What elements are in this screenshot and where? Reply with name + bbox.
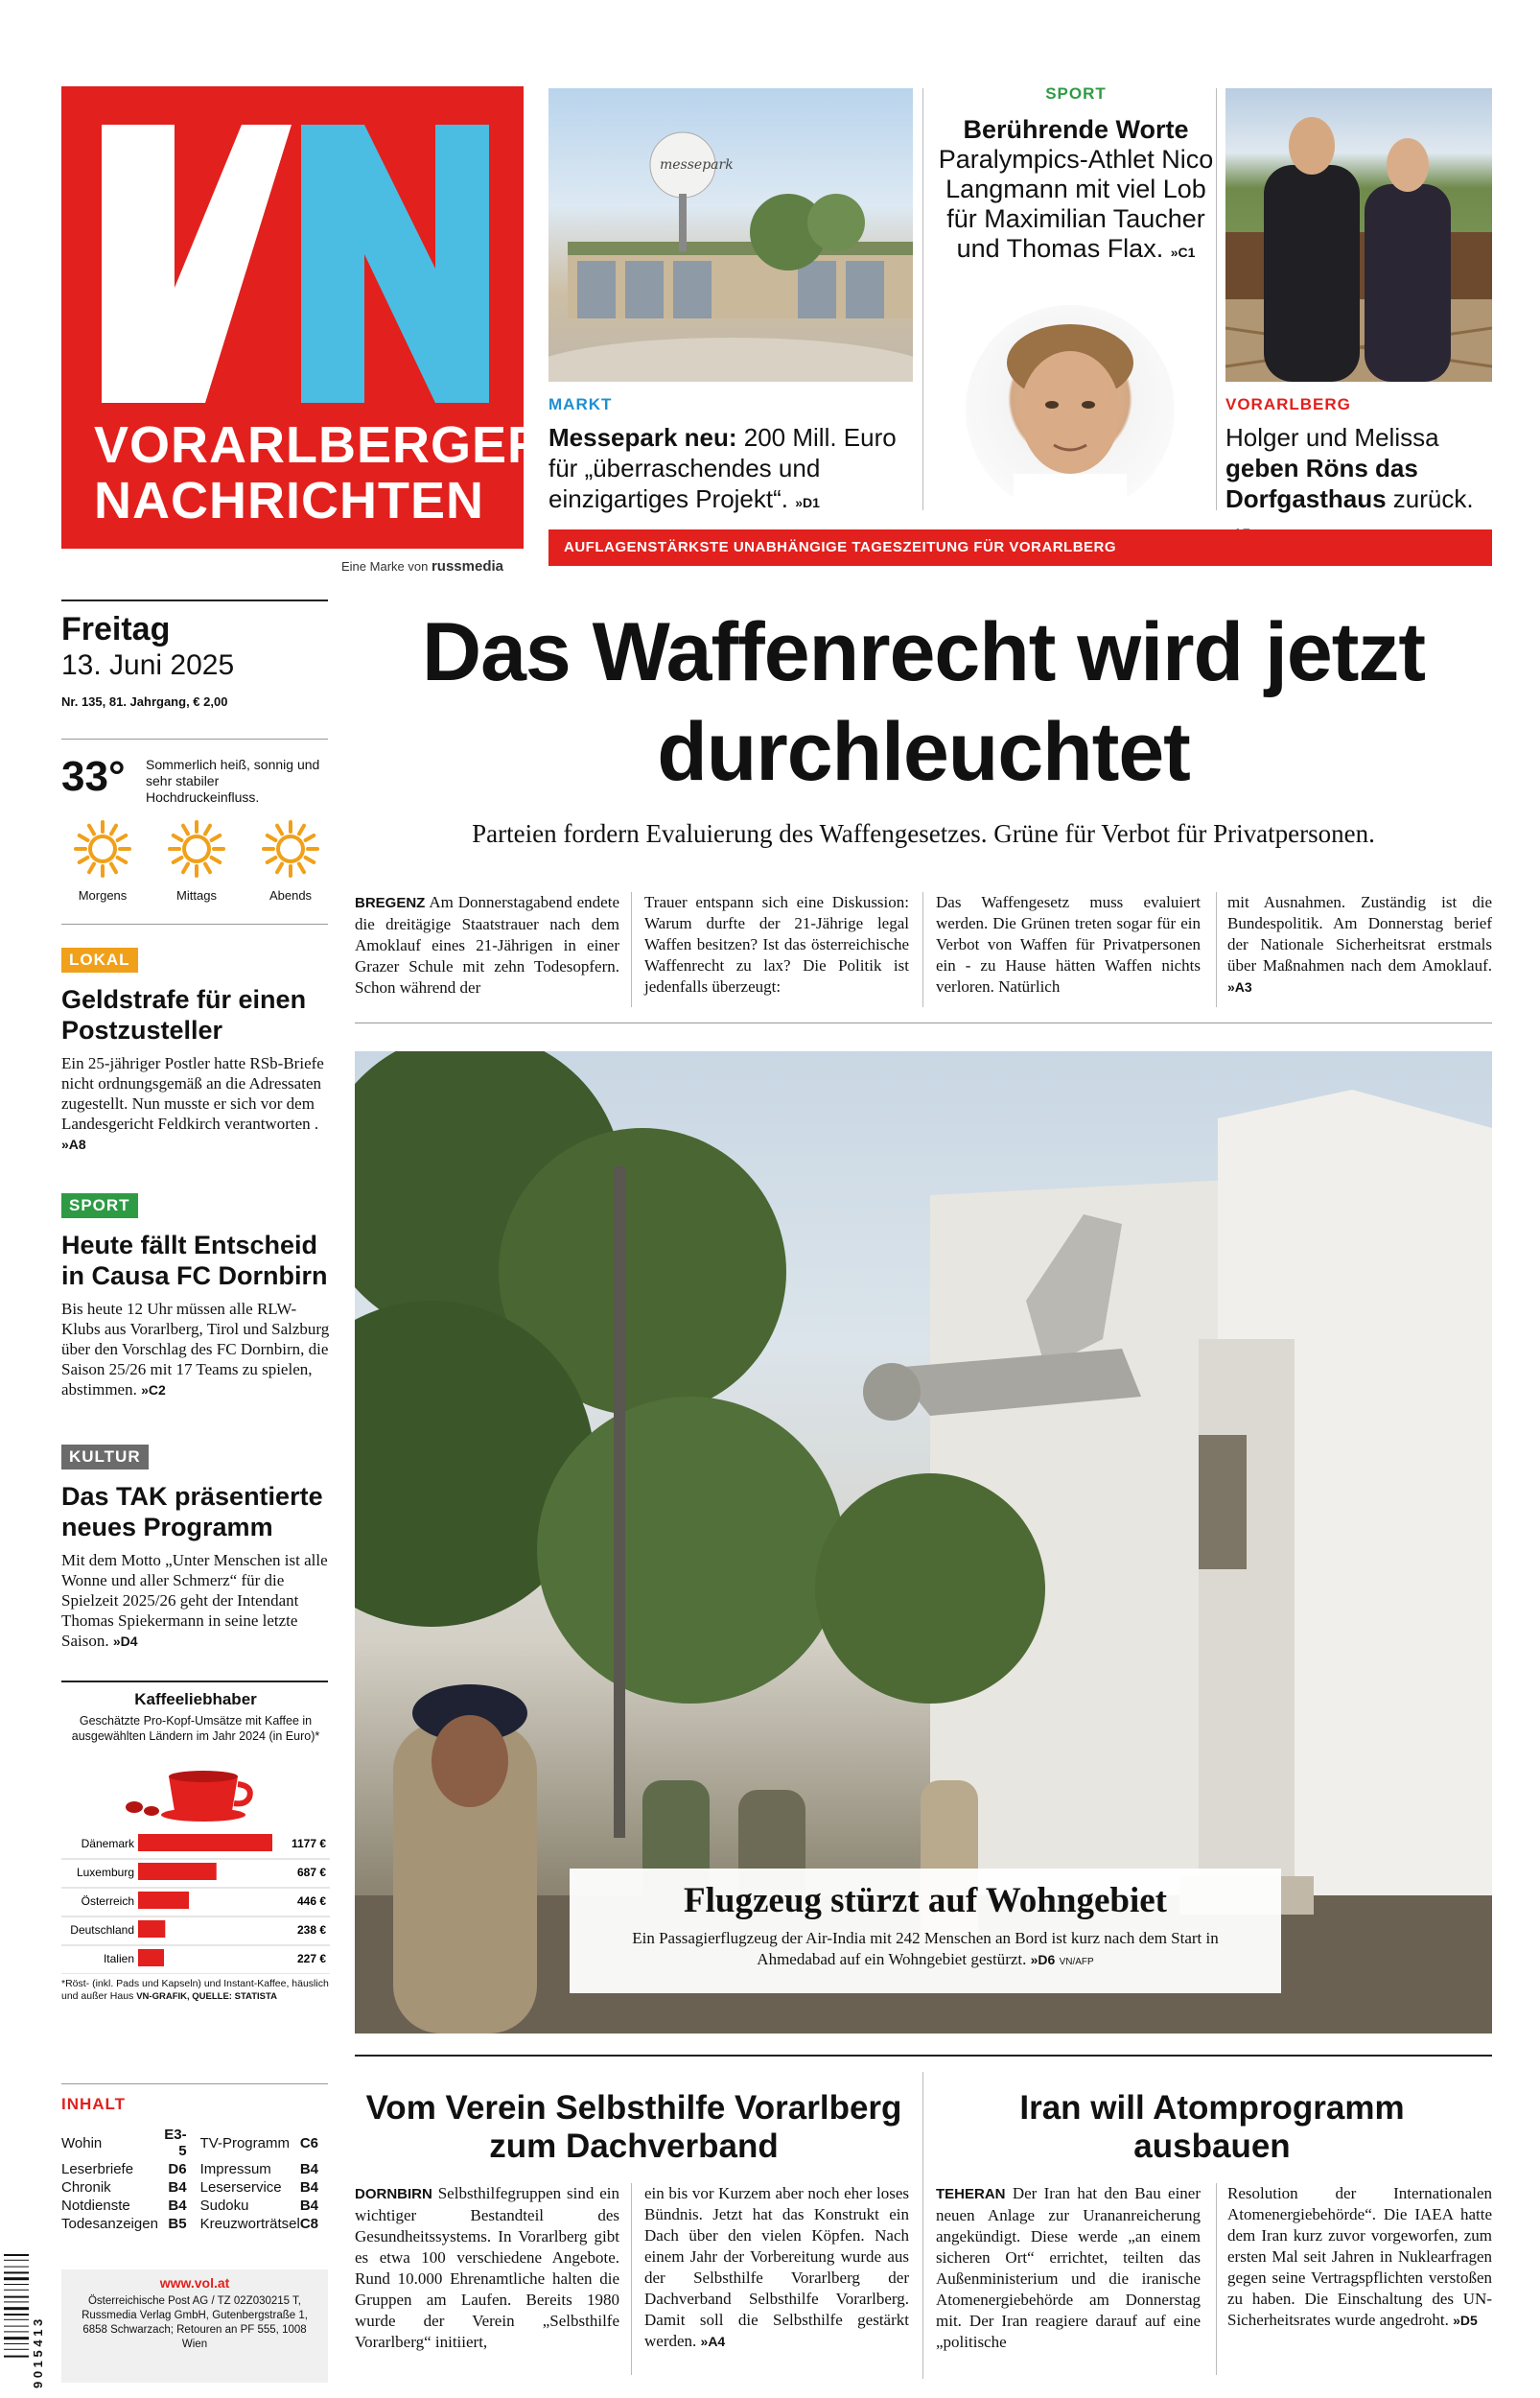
- masthead-name-line1: VORARLBERGER: [94, 416, 547, 474]
- teaser-vorarlberg[interactable]: [1225, 395, 1494, 549]
- weather-temp: 33°: [61, 753, 126, 800]
- plane-crash-photo[interactable]: [355, 1051, 1492, 2034]
- iran-col-1: TEHERAN Der Iran hat den Bau einer neuen Anlage zur Urananreicherung angekündigt. Diese werde „an einem sicheren Ort“ errichtet, teilten das Außenministerium und die iranische Atomenergiebehörde am Donnerstag mit. Der Iran reagiere darauf auf eine „politische: [936, 2184, 1201, 2351]
- side-teaser[interactable]: [61, 1445, 330, 1652]
- coffee-cup-icon: [61, 1748, 330, 1824]
- teaser-vorarlberg-kicker: VORARLBERG: [1225, 395, 1351, 413]
- bar-category-label: Österreich: [81, 1894, 134, 1908]
- toc-page: B4: [168, 2198, 187, 2214]
- toc-section: TV-Programm: [199, 2134, 290, 2151]
- teaser-markt-kicker: MARKT: [548, 395, 613, 413]
- coffee-chart: [61, 1690, 330, 2003]
- langmann-portrait[interactable]: [966, 305, 1175, 514]
- weather-period: [249, 820, 332, 903]
- weather-period: [155, 820, 238, 903]
- bar-category-label: Deutschland: [70, 1923, 134, 1937]
- article-iran[interactable]: [932, 2089, 1492, 2166]
- side-teaser[interactable]: [61, 948, 330, 1155]
- teaser-markt[interactable]: [548, 395, 913, 518]
- toc-page: B4: [299, 2179, 318, 2196]
- chart-subtitle: Geschätzte Pro-Kopf-Umsätze mit Kaffee in ausgewählten Ländern im Jahr 2024 (in Euro)*: [71, 1714, 320, 1743]
- side-teaser-headline: Heute fällt Entscheid in Causa FC Dornbirn: [61, 1231, 328, 1290]
- date: 13. Juni 2025: [61, 649, 235, 681]
- side-teaser[interactable]: [61, 1193, 330, 1400]
- weekday: Freitag: [61, 611, 171, 647]
- barcode: [4, 2254, 48, 2388]
- toc-page: C8: [299, 2216, 318, 2232]
- lead-col-1: BREGENZ Am Donnerstagabend endete die dreitägige Staatstrauer nach dem Amoklauf eines 21-Jährigen in einer Grazer Schule mit zehn Todesopfern. Schon während der: [355, 893, 619, 997]
- toc-page: E3-5: [164, 2127, 187, 2159]
- teaser-sport-kicker: SPORT: [1045, 84, 1107, 103]
- weather-text: Sommerlich heiß, sonnig und sehr stabiler Hochdruckeinfluss.: [146, 757, 320, 805]
- messepark-sign: messepark: [660, 157, 734, 173]
- toc-page: D6: [168, 2161, 187, 2177]
- weather-period-label: Mittags: [176, 888, 217, 903]
- toc-section: Impressum: [199, 2161, 271, 2177]
- iran-headline: Iran will Atomprogramm ausbauen: [1019, 2089, 1405, 2165]
- holger-melissa-photo[interactable]: [1225, 88, 1492, 382]
- sun-icon: [168, 820, 225, 878]
- bar-category-label: Dänemark: [81, 1837, 134, 1850]
- toc-section: Todesanzeigen: [61, 2216, 158, 2232]
- teaser-vorarlberg-headline: Holger und Melissa geben Röns das Dorfgasthaus zurück.: [1225, 423, 1474, 513]
- bar-3: [138, 1920, 165, 1938]
- chart-title: Kaffeeliebhaber: [134, 1690, 257, 1708]
- publisher-text: Österreichische Post AG / TZ 02Z030215 T, Russmedia Verlag GmbH, Gutenbergstraße 1, 6858 Schwarzach; Retouren an PF 555, 1008 Wien: [82, 2295, 308, 2350]
- coffee-bar-chart: [61, 1830, 330, 1974]
- toc-section: Leserservice: [199, 2179, 282, 2196]
- weather-box: [61, 753, 330, 906]
- bar-value-label: 687 €: [296, 1866, 326, 1879]
- bar-value-label: 227 €: [296, 1952, 326, 1965]
- side-teaser-badge: LOKAL: [61, 948, 138, 973]
- chart-footnote: *Röst- (inkl. Pads und Kapseln) und Instant-Kaffee, häuslich und außer Haus: [61, 1978, 329, 2002]
- lead-subheadline: Parteien fordern Evaluierung des Waffengesetzes. Grüne für Verbot für Privatpersonen.: [472, 819, 1375, 848]
- lead-col-3: Das Waffengesetz muss evaluiert werden. Die Grünen treten sogar für ein Verbot von Waffen für Privatpersonen ein - zu Hause hätten Waffen nichts verloren. Natürlich: [936, 893, 1201, 996]
- lead-headline: Das Waffenrecht wird jetzt durchleuchtet: [422, 606, 1425, 798]
- side-teaser-text: Bis heute 12 Uhr müssen alle RLW-Klubs aus Vorarlberg, Tirol und Salzburg über den Vorschlag des FC Dornbirn, die Saison 25/26 mit 17 Teams zu spielen, abstimmen. »C2: [61, 1300, 330, 1399]
- bar-category-label: Italien: [103, 1952, 134, 1965]
- side-teaser-text: Ein 25-jähriger Postler hatte RSb-Briefe nicht ordnungsgemäß an die Adressaten zugestellt. Nun musste er sich vor dem Landesgericht Feldkirch verantworten . »A8: [61, 1054, 324, 1152]
- tagline-bar: AUFLAGENSTÄRKSTE UNABHÄNGIGE TAGESZEITUNG FÜR VORARLBERG: [548, 529, 1492, 566]
- toc-page: B5: [168, 2216, 187, 2232]
- publisher-box: [61, 2269, 328, 2383]
- photo-caption: [570, 1869, 1281, 1993]
- weather-period-label: Abends: [268, 888, 313, 903]
- bar-value-label: 1177 €: [291, 1837, 326, 1850]
- chart-credit: VN-GRAFIK, QUELLE: STATISTA: [136, 1991, 277, 2002]
- article-selbsthilfe[interactable]: [355, 2089, 913, 2166]
- vn-logo-mark: [61, 86, 524, 403]
- bar-0: [138, 1834, 272, 1851]
- toc-section: Leserbriefe: [61, 2161, 134, 2177]
- toc-section: Chronik: [61, 2179, 111, 2196]
- sun-icon: [74, 820, 131, 878]
- weather-period: [61, 820, 144, 903]
- bar-1: [138, 1863, 217, 1880]
- caption-title: Flugzeug stürzt auf Wohngebiet: [684, 1881, 1167, 1920]
- selbsthilfe-col-2: ein bis vor Kurzem aber noch eher loses Bündnis. Jetzt hat das Konstrukt ein Dach über den vielen Köpfen. Nach einem Jahr der Vorbereitung wurde aus der Selbsthilfe Vorarlberg der Dachverband Selbsthilfe Vorarlberg. Damit soll die Selbsthilfe gestärkt werden. »A4: [644, 2184, 909, 2350]
- toc: [61, 2095, 332, 2233]
- russmedia-logo: russmedia: [431, 558, 503, 575]
- selbsthilfe-headline: Vom Verein Selbsthilfe Vorarlberg zum Dachverband: [365, 2089, 902, 2165]
- toc-page: B4: [168, 2179, 187, 2196]
- date-box: [61, 610, 330, 709]
- toc-row[interactable]: [61, 2160, 332, 2178]
- bar-2: [138, 1892, 189, 1909]
- toc-title: INHALT: [61, 2095, 127, 2113]
- barcode-number: 9 0 1 5 4 1 3: [31, 2318, 45, 2388]
- side-teaser-headline: Geldstrafe für einen Postzusteller: [61, 985, 307, 1045]
- masthead-name-line2: NACHRICHTEN: [94, 472, 484, 529]
- toc-row[interactable]: [61, 2126, 332, 2160]
- bar-4: [138, 1949, 164, 1966]
- sun-icon: [262, 820, 319, 878]
- teaser-sport-headline: Paralympics-Athlet Nico Langmann mit viel Lob für Maximilian Taucher und Thomas Flax. »C1: [938, 145, 1214, 263]
- toc-row[interactable]: [61, 2197, 332, 2215]
- side-teaser-text: Mit dem Motto „Unter Menschen ist alle Wonne und aller Schmerz“ für die Spielzeit 2025/26 geht der Intendant Thomas Spiekermann in seine letzte Saison. »D4: [61, 1551, 328, 1650]
- lead-col-2: Trauer entspann sich eine Diskussion: Warum durfte der 21-Jährige legal Waffen besitzen? Ist das österreichische Waffenrecht zu lax? Die Politik ist jedenfalls überzeugt:: [644, 893, 909, 996]
- teaser-sport[interactable]: [932, 84, 1220, 268]
- masthead-logo[interactable]: [61, 86, 547, 549]
- side-teaser-badge: KULTUR: [61, 1445, 149, 1469]
- toc-section: Wohin: [61, 2134, 103, 2151]
- caption-text: Ein Passagierflugzeug der Air-India mit 242 Menschen an Bord ist kurz nach dem Start in Ahmedabad auf ein Wohngebiet gestürzt. »D6 VN/AFP: [632, 1929, 1219, 1968]
- toc-page: B4: [299, 2161, 318, 2177]
- toc-page: B4: [299, 2198, 318, 2214]
- toc-row[interactable]: [61, 2178, 332, 2197]
- teaser-markt-ref: »D1: [795, 495, 820, 510]
- bar-value-label: 238 €: [296, 1923, 326, 1937]
- iran-col-2: Resolution der Internationalen Atomenergiebehörde“. Die IAEA hatte dem Iran kurz zuvor vorgeworfen, zum ersten Mal seit Jahren in Nuklearfragen gegen seine Vertragspflichten verstoßen zu haben. Die Einschaltung des UN-Sicherheitsrates wurde angedroht. »D5: [1227, 2184, 1492, 2329]
- toc-section: Notdienste: [61, 2198, 130, 2214]
- side-teaser-headline: Das TAK präsentierte neues Programm: [61, 1482, 323, 1541]
- lead-col-4: mit Ausnahmen. Zuständig ist die Bundespolitik. Am Donnerstag berief der Nationale Sicherheitsrat erstmals über Maßnahmen nach dem Amoklauf. »A3: [1227, 893, 1492, 995]
- selbsthilfe-col-1: DORNBIRN Selbsthilfegruppen sind ein wichtiger Bestandteil des Gesundheitssystems. In Vorarlberg gibt es etwa 100 verschiedene Angebote. Rund 10.000 Ehrenamtliche halten die Gruppen am Laufen. Bereits 1980 wurde der Verein „Selbsthilfe Vorarlberg“ initiiert,: [355, 2184, 619, 2351]
- weather-period-label: Morgens: [78, 888, 128, 903]
- teaser-sport-headline-bold: Berührende Worte: [963, 115, 1189, 144]
- brand-line: Eine Marke von russmedia: [341, 558, 503, 575]
- messepark-photo[interactable]: [548, 88, 913, 382]
- publisher-url: www.vol.at: [159, 2275, 230, 2291]
- toc-page: C6: [299, 2134, 318, 2151]
- lead-article[interactable]: [355, 602, 1492, 850]
- toc-section: Sudoku: [199, 2198, 249, 2214]
- toc-section: Kreuzworträtsel: [199, 2216, 300, 2232]
- teaser-markt-headline: Messepark neu: 200 Mill. Euro für „überraschendes und einzigartiges Projekt“. »D1: [548, 423, 897, 513]
- side-teaser-badge: SPORT: [61, 1193, 138, 1218]
- bar-category-label: Luxemburg: [76, 1866, 134, 1879]
- bar-value-label: 446 €: [296, 1894, 326, 1908]
- toc-row[interactable]: [61, 2215, 332, 2233]
- issue-info: Nr. 135, 81. Jahrgang, € 2,00: [61, 694, 228, 709]
